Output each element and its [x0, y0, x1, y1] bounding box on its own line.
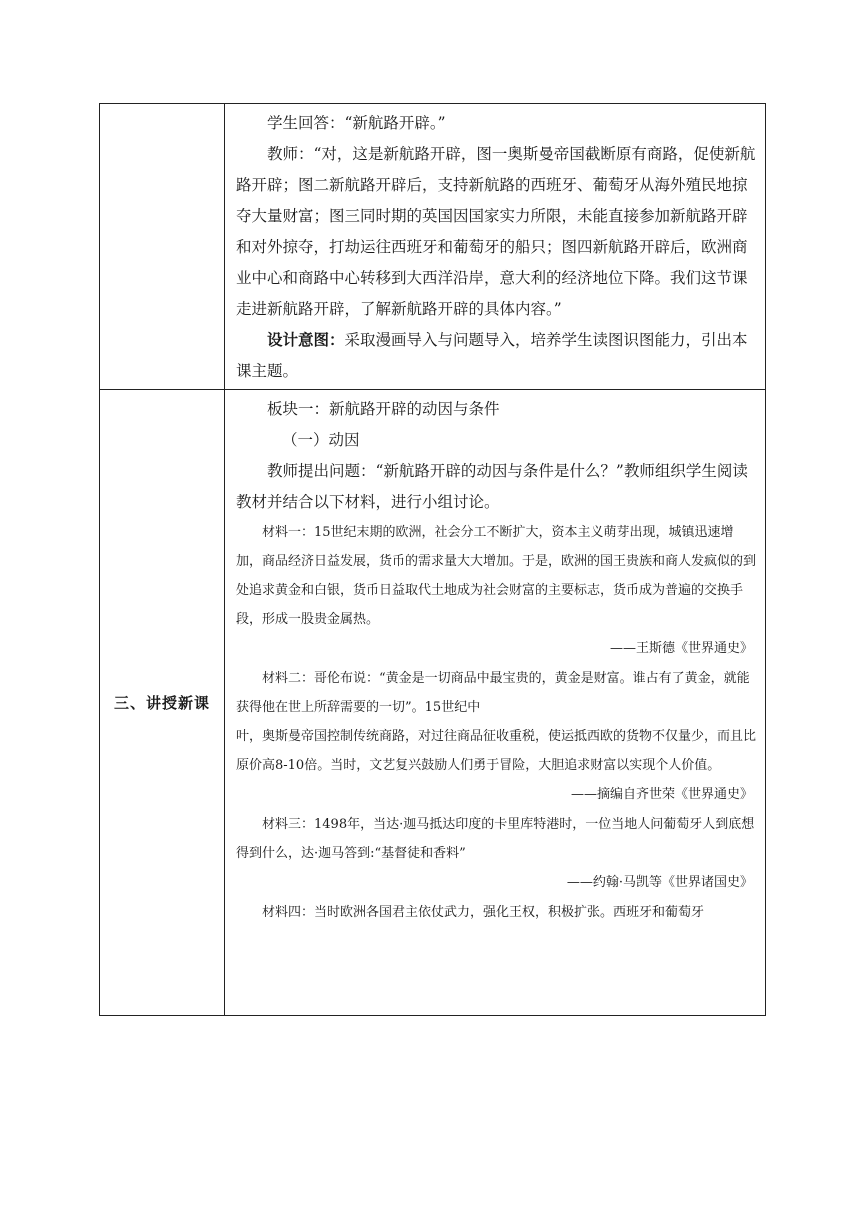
design-intent-text: 采取漫画导入与问题导入，培养学生读图识图能力，引出本课主题。	[236, 331, 748, 380]
design-intent-label: 设计意图：	[267, 331, 345, 349]
table-row	[100, 104, 766, 390]
row-label-cell	[100, 104, 225, 390]
content-cell	[225, 390, 766, 1016]
lesson-plan-table	[99, 103, 766, 1016]
block-title: 板块一：新航路开辟的动因与条件	[267, 400, 500, 418]
material-four: 材料四：当时欧洲各国君主依仗武力，强化王权，积极扩张。西班牙和葡萄牙	[262, 905, 705, 920]
teacher-explanation: 教师：“对，这是新航路开辟，图一奥斯曼帝国截断原有商路，促使新航路开辟；图二新航路开辟后，支持新航路的西班牙、葡萄牙从海外殖民地掠夺大量财富；图三同时期的英国因国家实力所限，未能直接参加新航路开辟和对外掠夺，打劫运往西班牙和葡萄牙的船只；图四新航路开辟后，欧洲商业中心和商路中心转移到大西洋沿岸，意大利的经济地位下降。我们这节课走进新航路开辟，了解新航路开辟的具体内容。”	[236, 145, 756, 318]
material-two-part-b: 叶，奥斯曼帝国控制传统商路，对过往商品征收重税，使运抵西欧的货物不仅量少，而且比原价高8-10倍。当时，文艺复兴鼓励人们勇于冒险，大胆追求财富以实现个人价值。	[236, 729, 757, 773]
teacher-question: 教师提出问题：“新航路开辟的动因与条件是什么？”教师组织学生阅读教材并结合以下材料，进行小组讨论。	[236, 462, 748, 511]
material-one: 材料一：15世纪末期的欧洲，社会分工不断扩大，资本主义萌芽出现，城镇迅速增加，商品经济日益发展，货币的需求量大大增加。于是，欧洲的国王贵族和商人发疯似的到处追求黄金和白银，货币日益取代土地成为社会财富的主要标志，货币成为普遍的交换手段，形成一股贵金属热。	[236, 525, 757, 627]
design-intent	[236, 325, 759, 387]
table-row	[100, 390, 766, 1016]
material-three-source: ——约翰·马凯等《世界诸国史》	[566, 875, 753, 890]
material-one-source: ——王斯德《世界通史》	[609, 641, 753, 656]
student-answer: 学生回答：“新航路开辟。”	[267, 114, 446, 132]
row-label-cell	[100, 390, 225, 1016]
sub-title: （一）动因	[282, 431, 360, 449]
material-two-part-a: 材料二：哥伦布说：“黄金是一切商品中最宝贵的，黄金是财富。谁占有了黄金，就能获得他在世上所辞需要的一切”。15世纪中	[236, 671, 750, 715]
section-label-new-lesson: 三、讲授新课	[113, 694, 210, 712]
material-three: 材料三：1498年，当达·迦马抵达印度的卡里库特港时，一位当地人问葡萄牙人到底想得到什么，达·迦马答到:“基督徒和香料”	[236, 817, 755, 861]
material-two-source: ——摘编自齐世荣《世界通史》	[570, 787, 753, 802]
content-cell	[225, 104, 766, 390]
